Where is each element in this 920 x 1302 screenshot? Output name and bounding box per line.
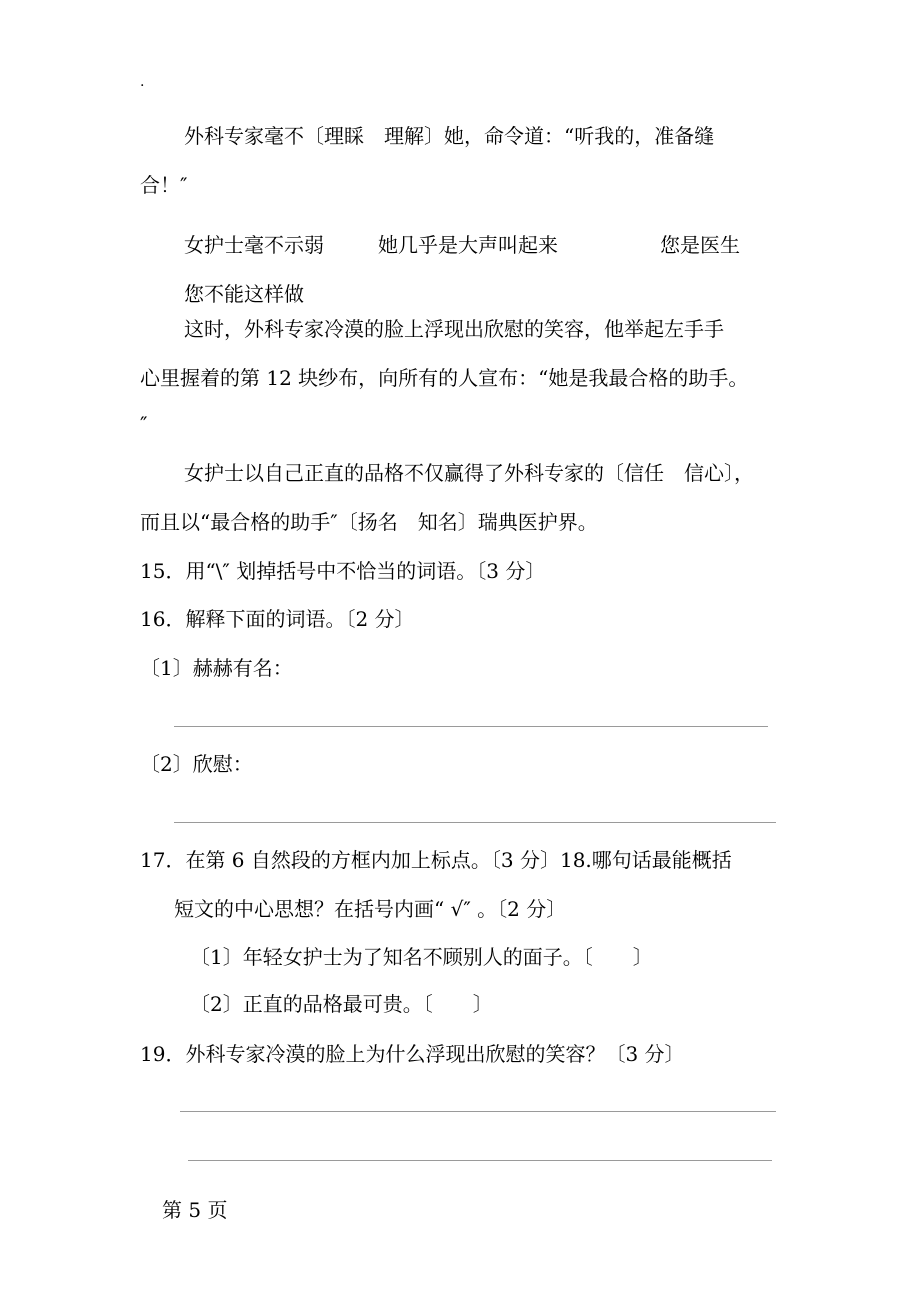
answer-line-19-1[interactable] (180, 1111, 776, 1112)
passage-line-9: 而且以“最合格的助手″〔扬名 知名〕瑞典医护界。 (140, 510, 598, 534)
question-19: 19．外科专家冷漠的脸上为什么浮现出欣慰的笑容？〔3 分〕 (140, 1042, 685, 1066)
question-18-option-1: 〔1〕年轻女护士为了知名不顾别人的面子。〔 〕 (190, 945, 653, 969)
answer-line-19-2[interactable] (188, 1160, 772, 1161)
question-16: 16．解释下面的词语。〔2 分〕 (140, 607, 415, 631)
question-18-cont: 短文的中心思想？在括号内画“ √″ 。〔2 分〕 (174, 897, 567, 921)
question-17-18: 17．在第 6 自然段的方框内加上标点。〔3 分〕18.哪句话最能概括 (140, 848, 732, 872)
question-18-option-2: 〔2〕正直的品格最可贵。〔 〕 (190, 992, 493, 1016)
page-footer: 第 5 页 (162, 1198, 228, 1222)
passage-line-1: 外科专家毫不〔理睬 理解〕她，命令道：“听我的，准备缝 (184, 124, 715, 148)
passage-line-3c: 您是医生 (660, 233, 740, 257)
question-16-2: 〔2〕欣慰： (140, 752, 253, 776)
passage-line-7: ″ (140, 412, 148, 436)
passage-line-6: 心里握着的第 12 块纱布，向所有的人宣布：“她是我最合格的助手。 (140, 366, 749, 390)
passage-line-3b: 她几乎是大声叫起来 (378, 233, 558, 257)
passage-line-8: 女护士以自己正直的品格不仅赢得了外科专家的〔信任 信心〕， (184, 461, 754, 485)
question-16-1: 〔1〕赫赫有名： (140, 656, 293, 680)
passage-line-5: 这时，外科专家冷漠的脸上浮现出欣慰的笑容，他举起左手手 (184, 317, 724, 341)
corner-mark: . (140, 74, 145, 90)
question-15: 15．用“\″ 划掉括号中不恰当的词语。〔3 分〕 (140, 559, 546, 583)
passage-line-2: 合！″ (140, 173, 188, 197)
answer-line-16-2[interactable] (174, 822, 776, 823)
answer-line-16-1[interactable] (174, 726, 768, 727)
passage-line-4: 您不能这样做 (184, 282, 304, 306)
passage-line-3a: 女护士毫不示弱 (184, 233, 324, 257)
